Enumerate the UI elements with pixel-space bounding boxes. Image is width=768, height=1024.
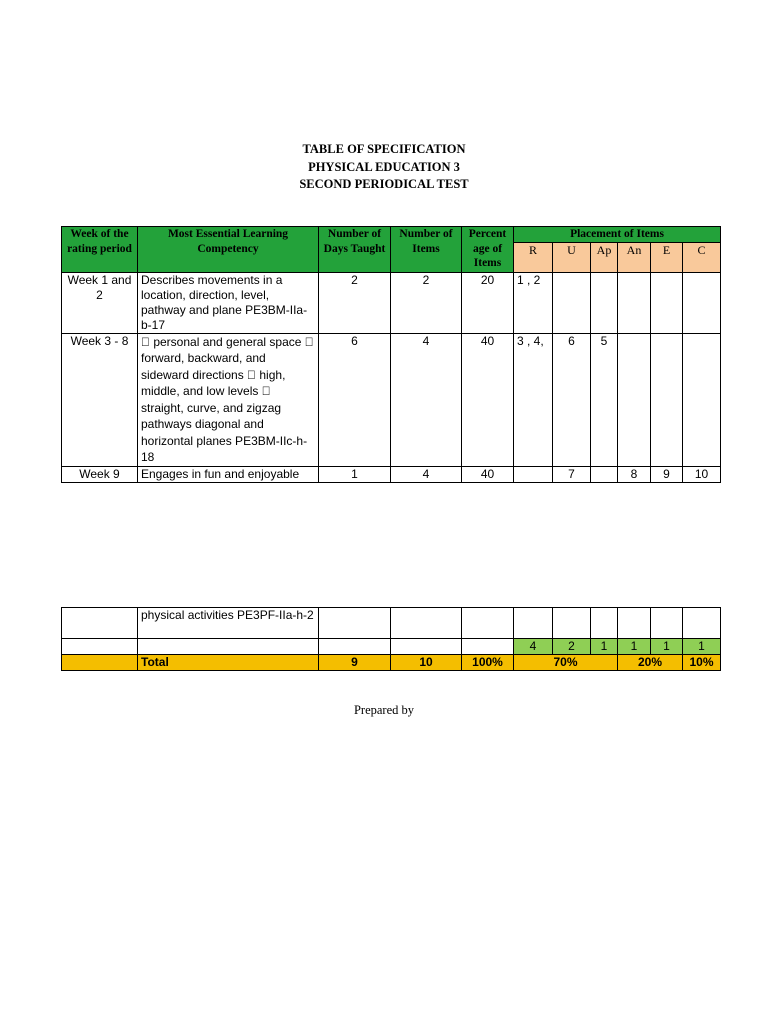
- placement-cell: 7: [553, 466, 591, 482]
- header-days: Number of Days Taught: [319, 227, 391, 273]
- days-cell: [319, 639, 391, 655]
- table-row: [62, 608, 721, 639]
- competency-cell: [138, 639, 319, 655]
- placement-cell: 6: [553, 333, 591, 466]
- placement-cell: [683, 272, 721, 333]
- prepared-by: Prepared by: [353, 703, 415, 717]
- placement-cell: [514, 608, 553, 639]
- count-row: [62, 639, 721, 655]
- items-cell: 2: [391, 272, 462, 333]
- table-row: [62, 272, 721, 333]
- specification-table-continued: [61, 607, 721, 671]
- total-days: 9: [319, 655, 391, 671]
- placement-cell: 8: [618, 466, 651, 482]
- level-header: U: [553, 242, 591, 272]
- count-cell: 1: [591, 639, 618, 655]
- level-header: C: [683, 242, 721, 272]
- header-items: Number of Items: [391, 227, 462, 273]
- placement-cell: 9: [651, 466, 683, 482]
- total-group-3: 10%: [683, 655, 721, 671]
- document-title: [0, 141, 768, 194]
- level-header: An: [618, 242, 651, 272]
- competency-cell: physical activities PE3PF-IIa-h-2: [138, 608, 319, 639]
- count-cell: 1: [683, 639, 721, 655]
- days-cell: [319, 608, 391, 639]
- items-cell: [391, 639, 462, 655]
- title-line-2: PHYSICAL EDUCATION 3: [308, 159, 460, 174]
- total-group-2: 20%: [618, 655, 683, 671]
- header-week: Week of the rating period: [62, 227, 138, 273]
- placement-cell: [651, 608, 683, 639]
- total-week-cell: [62, 655, 138, 671]
- week-cell: [62, 608, 138, 639]
- percent-cell: 40: [462, 333, 514, 466]
- placement-cell: 1 , 2: [514, 272, 553, 333]
- placement-cell: [618, 272, 651, 333]
- placement-cell: [651, 272, 683, 333]
- week-cell: [62, 639, 138, 655]
- header-percent: Percent age of Items: [462, 227, 514, 273]
- days-cell: 6: [319, 333, 391, 466]
- competency-cell: Engages in fun and enjoyable: [138, 466, 319, 482]
- placement-cell: 5: [591, 333, 618, 466]
- specification-table: [61, 226, 721, 483]
- placement-cell: [591, 466, 618, 482]
- placement-cell: [618, 333, 651, 466]
- table-row: [62, 333, 721, 466]
- placement-cell: [683, 608, 721, 639]
- table-row: [62, 466, 721, 482]
- week-cell: Week 3 - 8: [62, 333, 138, 466]
- placement-cell: [651, 333, 683, 466]
- week-cell: Week 9: [62, 466, 138, 482]
- placement-cell: [553, 272, 591, 333]
- total-percent: 100%: [462, 655, 514, 671]
- count-cell: 1: [618, 639, 651, 655]
- placement-cell: [591, 272, 618, 333]
- items-cell: 4: [391, 333, 462, 466]
- competency-cell: personal and general space forward, backward, and sideward directions high, middle, and low levels straight, curve, and zigzag pathways diagonal and horizontal planes PE3BM-IIc-h-18: [138, 333, 319, 466]
- percent-cell: [462, 608, 514, 639]
- competency-cell: Describes movements in a location, direction, level, pathway and plane PE3BM-IIa-b-17: [138, 272, 319, 333]
- items-cell: 4: [391, 466, 462, 482]
- header-placement: Placement of Items: [514, 227, 721, 243]
- days-cell: 2: [319, 272, 391, 333]
- total-items: 10: [391, 655, 462, 671]
- count-cell: 4: [514, 639, 553, 655]
- total-label: Total: [138, 655, 319, 671]
- percent-cell: 20: [462, 272, 514, 333]
- placement-cell: [591, 608, 618, 639]
- placement-cell: [514, 466, 553, 482]
- items-cell: [391, 608, 462, 639]
- percent-cell: [462, 639, 514, 655]
- week-cell: Week 1 and 2: [62, 272, 138, 333]
- level-header: E: [651, 242, 683, 272]
- percent-cell: 40: [462, 466, 514, 482]
- placement-cell: [683, 333, 721, 466]
- placement-cell: 3 , 4,: [514, 333, 553, 466]
- days-cell: 1: [319, 466, 391, 482]
- placement-cell: [618, 608, 651, 639]
- title-line-1: TABLE OF SPECIFICATION: [302, 142, 466, 156]
- level-header: Ap: [591, 242, 618, 272]
- title-line-3: SECOND PERIODICAL TEST: [299, 177, 469, 191]
- placement-cell: [553, 608, 591, 639]
- total-group-1: 70%: [514, 655, 618, 671]
- total-row: [62, 655, 721, 671]
- count-cell: 2: [553, 639, 591, 655]
- count-cell: 1: [651, 639, 683, 655]
- level-header: R: [514, 242, 553, 272]
- header-competency: Most Essential Learning Competency: [138, 227, 319, 273]
- placement-cell: 10: [683, 466, 721, 482]
